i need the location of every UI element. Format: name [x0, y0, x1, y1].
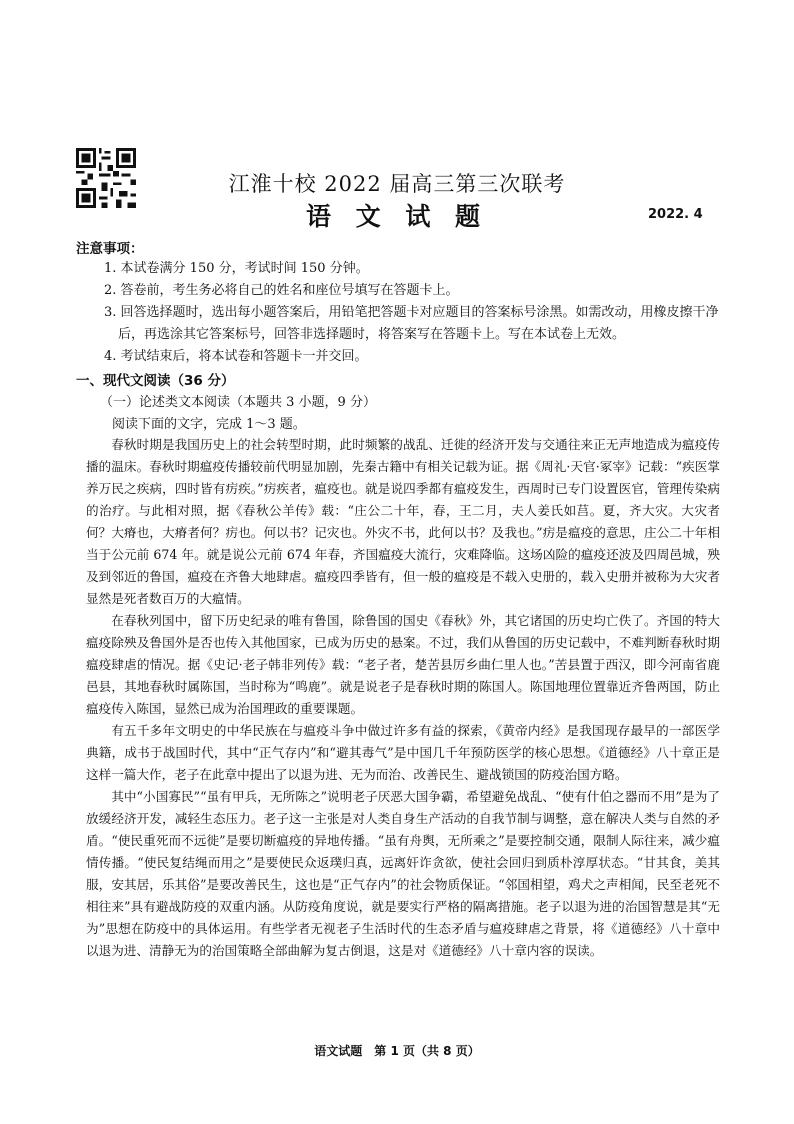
passage-paragraph: 春秋时期是我国历史上的社会转型时期，此时频繁的战乱、迁徙的经济开发与交通往来正无声地造成为瘟疫传播的温床。春秋时期瘟疫传播较前代明显加剧，先秦古籍中有相关记载为证。据《周礼·天官·冢宰》记载：“疾医掌养万民之疾病，四时皆有疠疾。”疠疾者，瘟疫也。就是说四季都有瘟疫发生，西周时已专门设置医官，管理传染病的治疗。与此相对照，据《春秋公羊传》载：“庄公二十年，春，王二月，夫人姜氏如莒。夏，齐大灾。大灾者何？大瘠也，大瘠者何？疠也。何以书？记灾也。外灾不书，此何以书？及我也。”疠是瘟疫的意思，庄公二十年相当于公元前 674 年。就是说公元前 674 年春，齐国瘟疫大流行，灾难降临。这场凶险的瘟疫还波及四周邑城，殃及到邻近的鲁国，瘟疫在齐鲁大地肆虐。瘟疫四季皆有，但一般的瘟疫是不载入史册的，载入史册并被称为大灾者显然是死者数百万的大瘟情。 — [86, 437, 720, 606]
passage — [86, 434, 720, 962]
notice-item-3: 3. 回答选择题时，选出每小题答案后，用铅笔把答题卡对应题目的答案标号涂黑。如需改动，用橡皮擦干净后，再选涂其它答案标号，回答非选择题时，将答案写在答题卡上。写在本试卷上无效。 — [104, 305, 719, 342]
passage-paragraph: 在春秋列国中，留下历史纪录的唯有鲁国，除鲁国的国史《春秋》外，其它诸国的历史均亡佚了。齐国的特大瘟疫除殃及鲁国外是否也传入其他国家，已成为历史的悬案。不过，我们从鲁国的历史记载中，不难判断春秋时期瘟疫肆虐的情况。据《史记·老子韩非列传》载：“老子者，楚苦县厉乡曲仁里人也。”苦县置于西汉，即今河南省鹿邑县，其地春秋时属陈国，当时称为“鸣鹿”。就是说老子是春秋时期的陈国人。陈国地理位置靠近齐鲁两国，防止瘟疫传入陈国，显然已成为治国理政的重要课题。 — [86, 613, 720, 716]
notice-item-4: 4. 考试结束后，将本试卷和答题卡一并交回。 — [104, 349, 368, 364]
reading-instruction: 阅读下面的文字，完成 1～3 题。 — [112, 417, 306, 432]
section-heading: 一、现代文阅读（36 分） — [76, 373, 235, 389]
exam-date: 2022. 4 — [648, 207, 703, 222]
exam-title: 江淮十校 2022 届高三第三次联考 — [228, 172, 566, 196]
page-footer: 语文试题 第 1 页（共 8 页） — [314, 1044, 480, 1058]
passage-paragraph: 有五千多年文明史的中华民族在与瘟疫斗争中做过许多有益的探索，《黄帝内经》是我国现存最早的一部医学典籍，成书于战国时代，其中“正气存内”和“避其毒气”是中国几千年预防医学的核心思想。《道德经》八十章正是这样一篇大作，老子在此章中提出了以退为进、无为而治、改善民生、避战锁国的防疫治国方略。 — [86, 723, 720, 782]
subsection-heading: （一）论述类文本阅读（本题共 3 小题，9 分） — [100, 395, 376, 410]
notice-heading: 注意事项： — [76, 241, 144, 257]
passage-paragraph: 其中“小国寡民”“虽有甲兵，无所陈之”说明老子厌恶大国争霸，希望避免战乱、“使有什伯之器而不用”是为了放缓经济开发，减轻生态压力。老子这一主张是对人类自身生产活动的自我节制与调整，意在解决人类与自然的矛盾。“使民重死而不远徙”是要切断瘟疫的异地传播。“虽有舟舆，无所乘之”是要控制交通，限制人际往来，减少瘟情传播。“使民复结绳而用之”是要使民众返璞归真，远离奸诈贪欲，使社会回归到质朴淳厚状态。“甘其食，美其服，安其居，乐其俗”是要改善民生，这也是“正气存内”的社会物质保证。“邻国相望，鸡犬之声相闻，民至老死不相往来”具有避战防疫的双重内涵。从防疫角度说，就是要实行严格的隔离措施。老子以退为进的治国智慧是其“无为”思想在防疫中的具体运用。有些学者无视老子生活时代的生态矛盾与瘟疫肆虐之背景，将《道德经》八十章中以退为进、清静无为的治国策略全部曲解为复古倒退，这是对《道德经》八十章内容的误读。 — [86, 789, 720, 958]
subject-title: 语 文 试 题 — [305, 202, 489, 231]
notice-item-2: 2. 答卷前，考生务必将自己的姓名和座位号填写在答题卡上。 — [104, 283, 459, 298]
notice-item-1: 1. 本试卷满分 150 分，考试时间 150 分钟。 — [104, 261, 369, 276]
